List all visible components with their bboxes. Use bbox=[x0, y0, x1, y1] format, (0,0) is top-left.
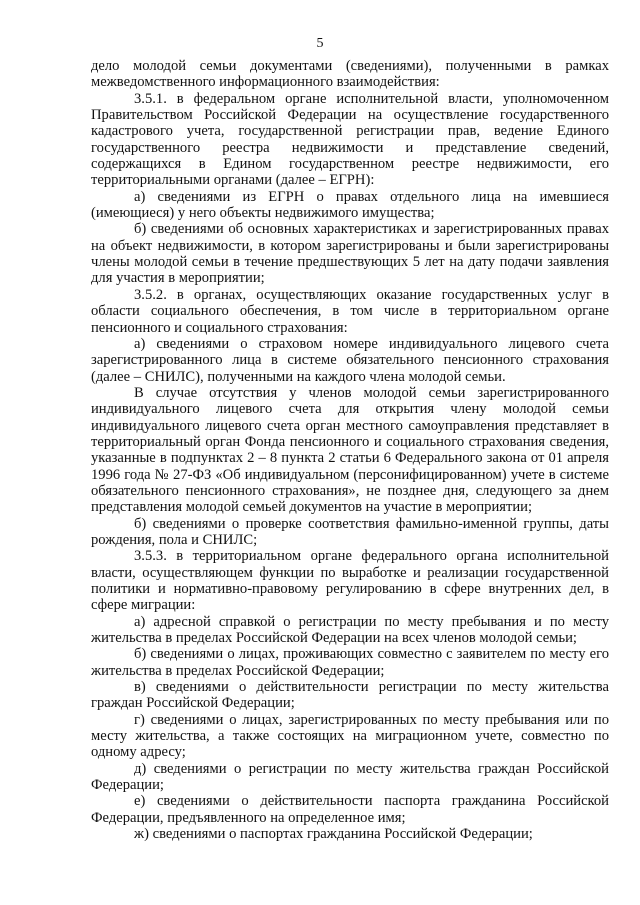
clause-3-5-1: 3.5.1. в федеральном органе исполнительной власти, уполномоченном Правительством Российской Федерации на осуществление государственного кадастрового учета, государственной регистрации прав, ведение Единого государственного реестра недвижимости и представление сведений, содержащихся в Едином государственном реестре недвижимости, его территориальными органами (далее – ЕГРН): bbox=[91, 90, 609, 189]
clause-3-5-3-b: б) сведениями о лицах, проживающих совместно с заявителем по месту его жительства в пределах Российской Федерации; bbox=[91, 646, 609, 679]
clause-3-5-1-a: а) сведениями из ЕГРН о правах отдельного лица на имевшиеся (имеющиеся) у него объекты недвижимого имущества; bbox=[91, 188, 609, 222]
clause-3-5-3-a: а) адресной справкой о регистрации по месту пребывания и по месту жительства в пределах Российской Федерации на всех членов молодой семьи; bbox=[91, 613, 609, 647]
clause-3-5-3-g: г) сведениями о лицах, зарегистрированных по месту пребывания или по месту жительства, а также состоящих на миграционном учете, совместно по одному адресу; bbox=[91, 711, 609, 761]
clause-3-5-3-d: д) сведениями о регистрации по месту жительства граждан Российской Федерации; bbox=[91, 760, 609, 794]
document-body bbox=[91, 58, 609, 843]
clause-3-5-3: 3.5.3. в территориальном органе федерального органа исполнительной власти, осуществляющем функции по выработке и реализации государственной политики и нормативно-правовому регулированию в сфере внутренних дел, в сфере миграции: bbox=[91, 548, 609, 614]
clause-3-5-2-b: б) сведениями о проверке соответствия фамильно-именной группы, даты рождения, пола и СНИЛС; bbox=[91, 515, 609, 548]
paragraph-snils-absence: В случае отсутствия у членов молодой семьи зарегистрированного индивидуального лицевого счета для открытия члену молодой семьи индивидуального лицевого счета орган местного самоуправления представляет в территориальный орган Фонда пенсионного и социального страхования сведения, указанные в подпунктах 2 – 8 пункта 2 статьи 6 Федерального закона от 01 апреля 1996 года № 27-ФЗ «Об индивидуальном (персонифицированном) учете в системе обязательного пенсионного страхования», не позднее дня, следующего за днем представления молодой семьей документов на участие в мероприятии; bbox=[91, 384, 609, 516]
clause-3-5-3-zh: ж) сведениями о паспортах гражданина Российской Федерации; bbox=[134, 826, 533, 843]
clause-3-5-2-a: а) сведениями о страховом номере индивидуального лицевого счета зарегистрированного лица в системе обязательного пенсионного страхования (далее – СНИЛС), полученными на каждого члена молодой семьи. bbox=[91, 335, 609, 385]
page-number: 5 bbox=[316, 36, 324, 51]
paragraph-continuation: дело молодой семьи документами (сведениями), полученными в рамках межведомственного информационного взаимодействия: bbox=[91, 58, 609, 91]
clause-3-5-1-b: б) сведениями об основных характеристиках и зарегистрированных правах на объект недвижимости, в котором зарегистрированы и были зарегистрированы члены молодой семьи в течение предшествующих 5 лет на дату подачи заявления для участия в мероприятии; bbox=[91, 221, 609, 287]
clause-3-5-2: 3.5.2. в органах, осуществляющих оказание государственных услуг в области социального обеспечения, в том числе в территориальном органе пенсионного и социального страхования: bbox=[91, 286, 609, 336]
clause-3-5-3-v: в) сведениями о действительности регистрации по месту жительства граждан Российской Федерации; bbox=[91, 679, 609, 712]
clause-3-5-3-e: е) сведениями о действительности паспорта гражданина Российской Федерации, предъявленного на определенное имя; bbox=[91, 793, 609, 826]
